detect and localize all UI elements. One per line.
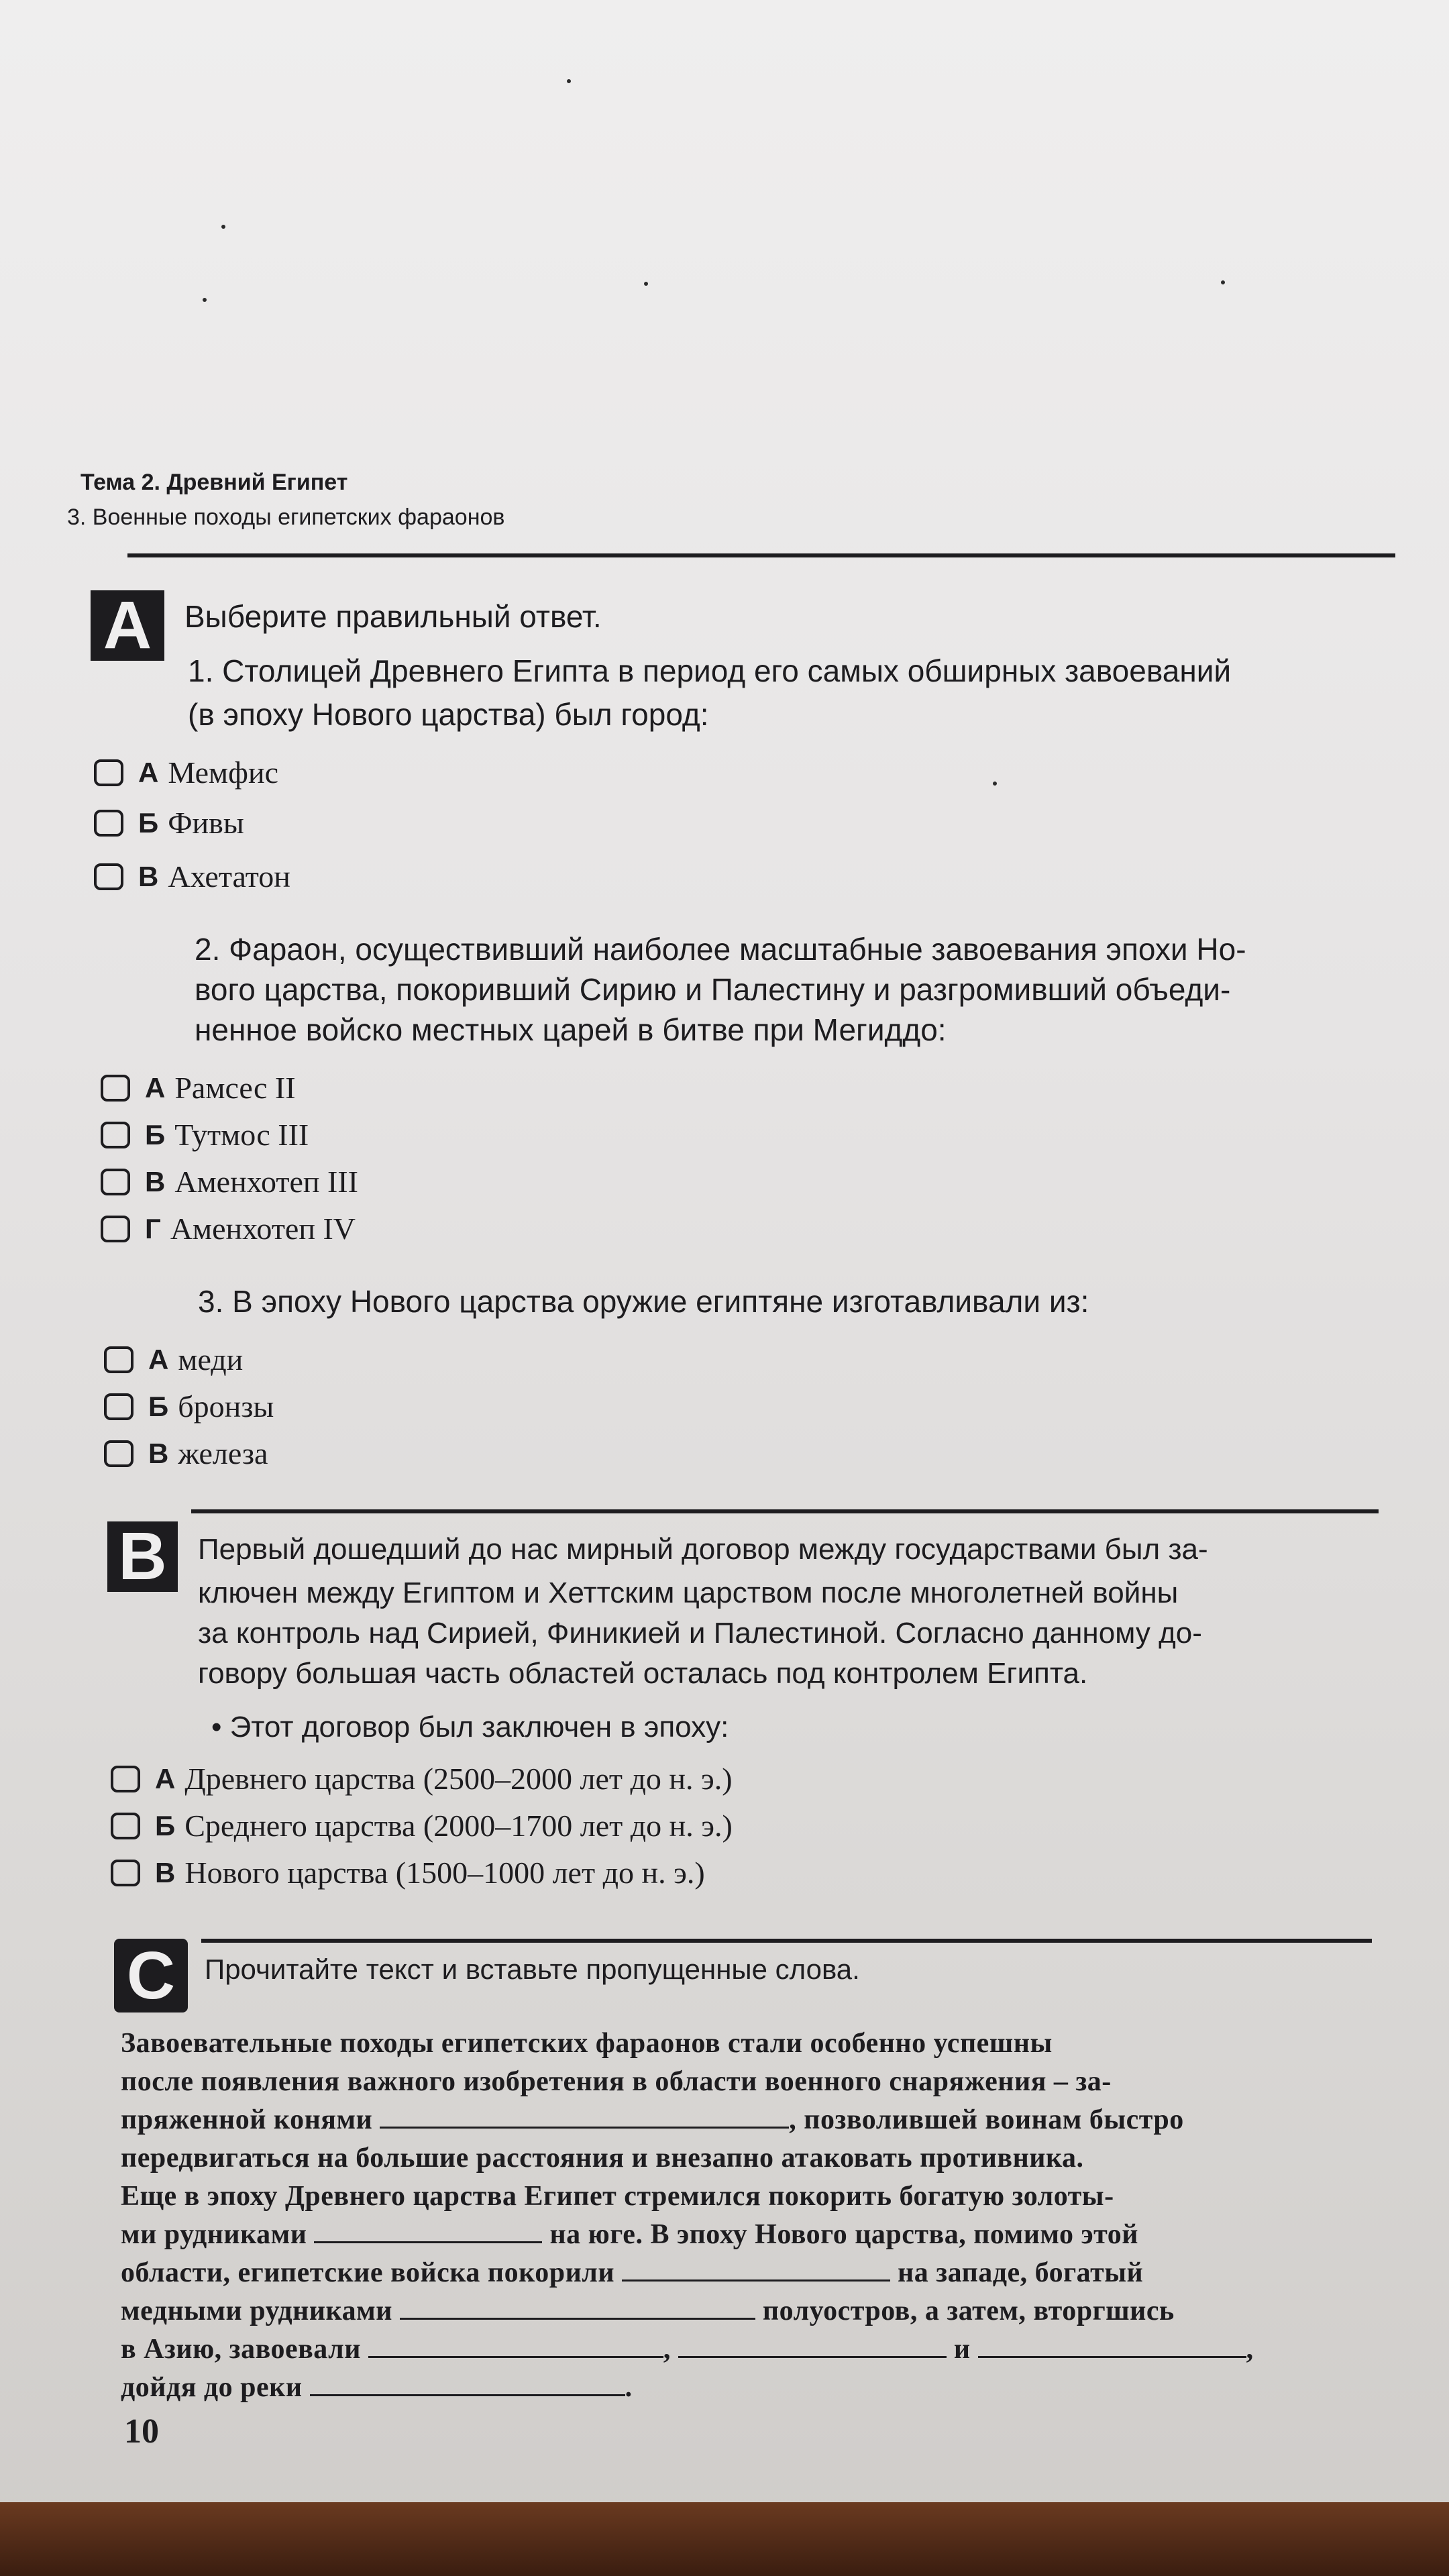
q2-option-d[interactable]: Г Аменхотеп IV: [101, 1211, 356, 1246]
lesson-title: 3. Военные походы египетских фараонов: [67, 504, 505, 530]
section-b-text-line2: ключен между Египтом и Хеттским царством после многолетней войны: [198, 1576, 1179, 1609]
paper-speck: [644, 282, 648, 286]
blank-5[interactable]: [368, 2336, 663, 2358]
section-c-line1: Завоевательные походы египетских фараонов стали особенно успешны: [121, 2028, 1053, 2059]
section-b-question: • Этот договор был заключен в эпоху:: [211, 1711, 729, 1743]
section-c-line4: передвигаться на большие расстояния и внезапно атаковать противника.: [121, 2143, 1084, 2174]
section-c-line5: Еще в эпоху Древнего царства Египет стремился покорить богатую золоты-: [121, 2181, 1114, 2212]
checkbox[interactable]: [101, 1216, 130, 1242]
blank-7[interactable]: [978, 2336, 1246, 2358]
section-a-rule: [127, 553, 1395, 557]
q2-text-line1: 2. Фараон, осуществивший наиболее масштабные завоевания эпохи Но-: [195, 932, 1246, 967]
checkbox[interactable]: [104, 1393, 133, 1420]
q2-text-line2: вого царства, покоривший Сирию и Палестину и разгромивший объеди-: [195, 972, 1231, 1007]
blank-8[interactable]: [310, 2374, 625, 2396]
checkbox[interactable]: [101, 1075, 130, 1102]
checkbox[interactable]: [104, 1440, 133, 1467]
section-c-line7: области, египетские войска покорили на западе, богатый: [121, 2257, 1144, 2288]
blank-6[interactable]: [678, 2336, 947, 2358]
section-c-line10: дойдя до реки .: [121, 2372, 633, 2403]
checkbox[interactable]: [94, 759, 123, 786]
q2-option-a[interactable]: А Рамсес II: [101, 1070, 296, 1106]
blank-3[interactable]: [622, 2259, 890, 2282]
q3-option-a[interactable]: А меди: [104, 1342, 243, 1377]
section-b-badge: B: [107, 1521, 178, 1592]
section-c-badge: C: [114, 1939, 188, 2012]
section-b-text-line1: Первый дошедший до нас мирный договор между государствами был за-: [198, 1533, 1208, 1566]
blank-1[interactable]: [380, 2106, 789, 2129]
section-b-option-b[interactable]: Б Среднего царства (2000–1700 лет до н. э.): [111, 1808, 733, 1843]
q1-text-line1: 1. Столицей Древнего Египта в период его самых обширных завоеваний: [188, 653, 1232, 688]
checkbox[interactable]: [101, 1122, 130, 1148]
paper-speck: [993, 782, 997, 786]
blank-2[interactable]: [314, 2221, 542, 2243]
section-c-instruction: Прочитайте текст и вставьте пропущенные слова.: [205, 1953, 860, 1985]
checkbox[interactable]: [104, 1346, 133, 1373]
paper-speck: [221, 225, 225, 229]
section-c-line8: медными рудниками полуостров, а затем, вторгшись: [121, 2296, 1175, 2326]
q2-text-line3: ненное войско местных царей в битве при Мегиддо:: [195, 1012, 947, 1047]
table-surface: [0, 2502, 1449, 2576]
blank-4[interactable]: [400, 2298, 755, 2320]
q1-option-a[interactable]: А Мемфис: [94, 755, 278, 790]
section-c-line2: после появления важного изобретения в области военного снаряжения – за-: [121, 2066, 1112, 2097]
section-b-rule: [191, 1509, 1379, 1513]
section-c-rule: [201, 1939, 1372, 1943]
section-b-option-a[interactable]: А Древнего царства (2500–2000 лет до н. э.): [111, 1761, 733, 1796]
section-b-option-c[interactable]: В Нового царства (1500–1000 лет до н. э.): [111, 1855, 705, 1890]
checkbox[interactable]: [111, 1813, 140, 1839]
page-number: 10: [124, 2412, 159, 2451]
section-a-badge: A: [91, 590, 164, 661]
section-b-text-line3: за контроль над Сирией, Финикией и Палестиной. Согласно данному до-: [198, 1617, 1202, 1650]
section-b-text-line4: говору большая часть областей осталась под контролем Египта.: [198, 1657, 1088, 1690]
q3-option-b[interactable]: Б бронзы: [104, 1389, 274, 1424]
q3-text: 3. В эпоху Нового царства оружие египтяне изготавливали из:: [198, 1284, 1089, 1319]
q2-option-c[interactable]: В Аменхотеп III: [101, 1164, 358, 1199]
checkbox[interactable]: [111, 1766, 140, 1792]
checkbox[interactable]: [111, 1860, 140, 1886]
q3-option-c[interactable]: В железа: [104, 1436, 268, 1471]
paper-speck: [203, 298, 207, 302]
paper-speck: [567, 79, 571, 83]
checkbox[interactable]: [94, 810, 123, 837]
section-c-line6: ми рудниками на юге. В эпоху Нового царства, помимо этой: [121, 2219, 1138, 2250]
q2-option-b[interactable]: Б Тутмос III: [101, 1117, 309, 1152]
section-a-instruction: Выберите правильный ответ.: [184, 599, 602, 634]
q1-option-b[interactable]: Б Фивы: [94, 805, 244, 841]
paper-speck: [1221, 280, 1225, 284]
checkbox[interactable]: [94, 863, 123, 890]
q1-text-line2: (в эпоху Нового царства) был город:: [188, 697, 709, 732]
q1-option-c[interactable]: В Ахетатон: [94, 859, 290, 894]
checkbox[interactable]: [101, 1169, 130, 1195]
section-c-line3: пряженной конями , позволившей воинам быстро: [121, 2104, 1184, 2135]
topic-title: Тема 2. Древний Египет: [80, 470, 348, 495]
section-c-line9: в Азию, завоевали , и ,: [121, 2334, 1254, 2365]
